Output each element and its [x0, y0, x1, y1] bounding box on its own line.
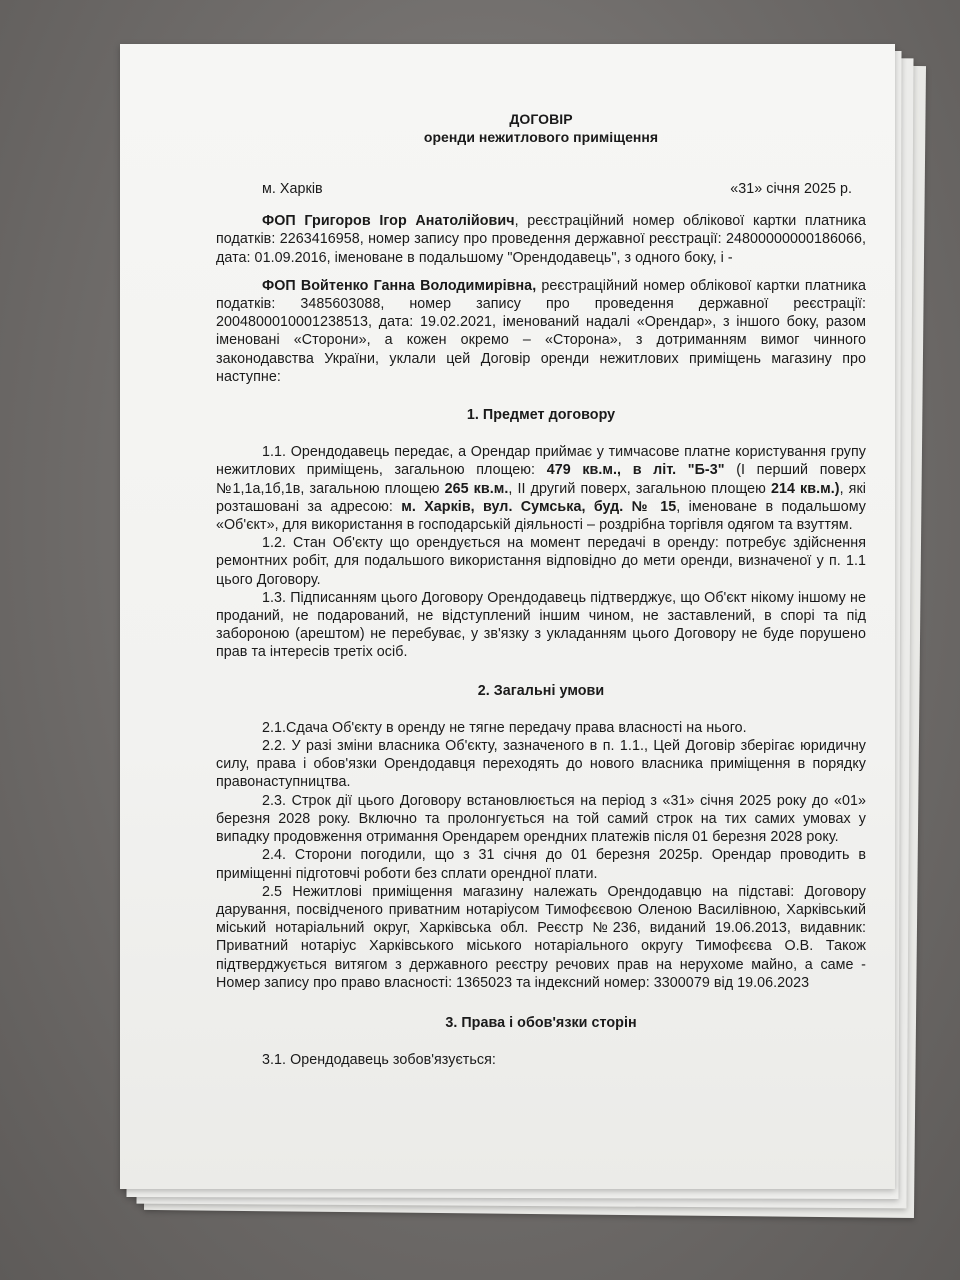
clause-text: (І перший поверх №1,1а,1б,1в, загальною площею — [216, 462, 867, 497]
clause-bold: 214 кв.м.) — [770, 480, 840, 497]
clause-2-5: 2.5 Нежитлові приміщення магазину належать Орендодавцю на підставі: Договору дарування, посвідченого приватним нотаріусом Тимофєєвою Оленою Василівною, Харківський міський нотаріальний округ, Харківська обл. Реєстр №236, виданий 19.06.2013, видавник: Приватний нотаріус Харківського міського нотаріального округу Тимофєєва О.В. Також підтверджується витягом з державного реєстру речових прав на нерухоме майно, а саме - Номер запису про право власності: 1365023 та індексний номер: 3300079 від 19.06.2023 — [216, 883, 866, 991]
clause-3-1: 3.1. Орендодавець зобов'язується: — [262, 1052, 496, 1069]
clause-2-3: 2.3. Строк дії цього Договору встановлюється на період з «31» січня 2025 року до «01» березня 2028 року. Включно та пролонгується на той самий строк на тих самих умовах у випадку продовження отримання Орендарем орендних платежів після 01 березня 2028 року. — [216, 792, 866, 846]
document-subtitle: оренди нежитлового приміщення — [423, 129, 659, 145]
paper-sheet-main — [120, 44, 895, 1189]
clause-1-1 — [216, 443, 866, 534]
clause-2-4: 2.4. Сторони погодили, що з 31 січня до 01 березня 2025р. Орендар проводить в приміщенні підготовчі роботи без сплати орендної плати. — [216, 847, 866, 882]
party-landlord — [216, 212, 866, 267]
landlord-details: , реєстраційний номер облікової картки платника податків: 2263416958, номер запису про проведення державної реєстрації: 24800000000186066, дата: 01.09.2016, іменоване в подальшому "Орендодавець", з одного боку, і - — [216, 213, 866, 266]
clause-text: , ІІ другий поверх, загальною площею — [508, 480, 771, 497]
document-body — [216, 110, 866, 1069]
clause-1-2: 1.2. Стан Об'єкту що орендується на момент передачі в оренду: потребує здійснення ремонтних робіт, для подальшого використання відповідно до мети оренди, визначеної у п. 1.1 цього Договору. — [216, 535, 866, 588]
clause-1-3: 1.3. Підписанням цього Договору Орендодавець підтверджує, що Об'єкт нікому іншому не проданий, не подарований, не відступлений іншим чином, не заставлений, в спорі та під забороною (арештом) не перебуває, у зв'язку з укладанням цього Договору не буде порушено прав та інтересів третіх осіб. — [216, 589, 866, 661]
landlord-name: ФОП Григоров Ігор Анатолійович — [262, 213, 515, 230]
clause-2-2: 2.2. У разі зміни власника Об'єкту, зазначеного в п. 1.1., Цей Договір зберігає юридичну силу, права і обов'язки Орендодавця переходять до нового власника приміщення в порядку правонаступництва. — [216, 738, 866, 791]
clause-text: , які розташовані за адресою: — [216, 480, 866, 515]
clause-bold: м. Харків, вул. Сумська, буд. № 15 — [401, 498, 677, 515]
tenant-name: ФОП Войтенко Ганна Володимирівна, — [262, 277, 537, 294]
place-date-row — [216, 180, 866, 198]
clause-text: 1.1. Орендодавець передає, а Орендар приймає у тимчасове платне користування групу нежитлових приміщень, загальною площею: — [216, 444, 866, 479]
tenant-details: реєстраційний номер облікової картки платника податків: 3485603088, номер запису про проведення державної реєстрації: 2004800010001238513, дата: 19.02.2021, іменований надалі «Орендар», з іншого боку, разом іменовані «Сторони», а кожен окремо – «Сторона», з дотриманням вимог чинного законодавства України, уклали цей Договір оренди нежитлових приміщень магазину про наступне: — [216, 277, 866, 385]
party-tenant — [216, 277, 866, 386]
document-title: ДОГОВІР — [509, 111, 573, 127]
section-1-heading: 1. Предмет договору — [466, 407, 616, 424]
section-2-heading: 2. Загальні умови — [477, 682, 605, 699]
clause-bold: 479 кв.м., в літ. "Б-3" — [546, 462, 725, 479]
clause-bold: 265 кв.м. — [444, 480, 509, 497]
clause-text: , іменоване в подальшому «Об'єкт», для використання в господарській діяльності – роздрібна торгівля одягом та взуттям. — [216, 498, 866, 534]
section-3-heading: 3. Права і обов'язки сторін — [445, 1014, 637, 1031]
contract-date: «31» січня 2025 р. — [730, 181, 852, 197]
city: м. Харків — [262, 181, 323, 197]
clause-2-1: 2.1.Сдача Об'єкту в оренду не тягне передачу права власності на нього. — [262, 719, 747, 736]
